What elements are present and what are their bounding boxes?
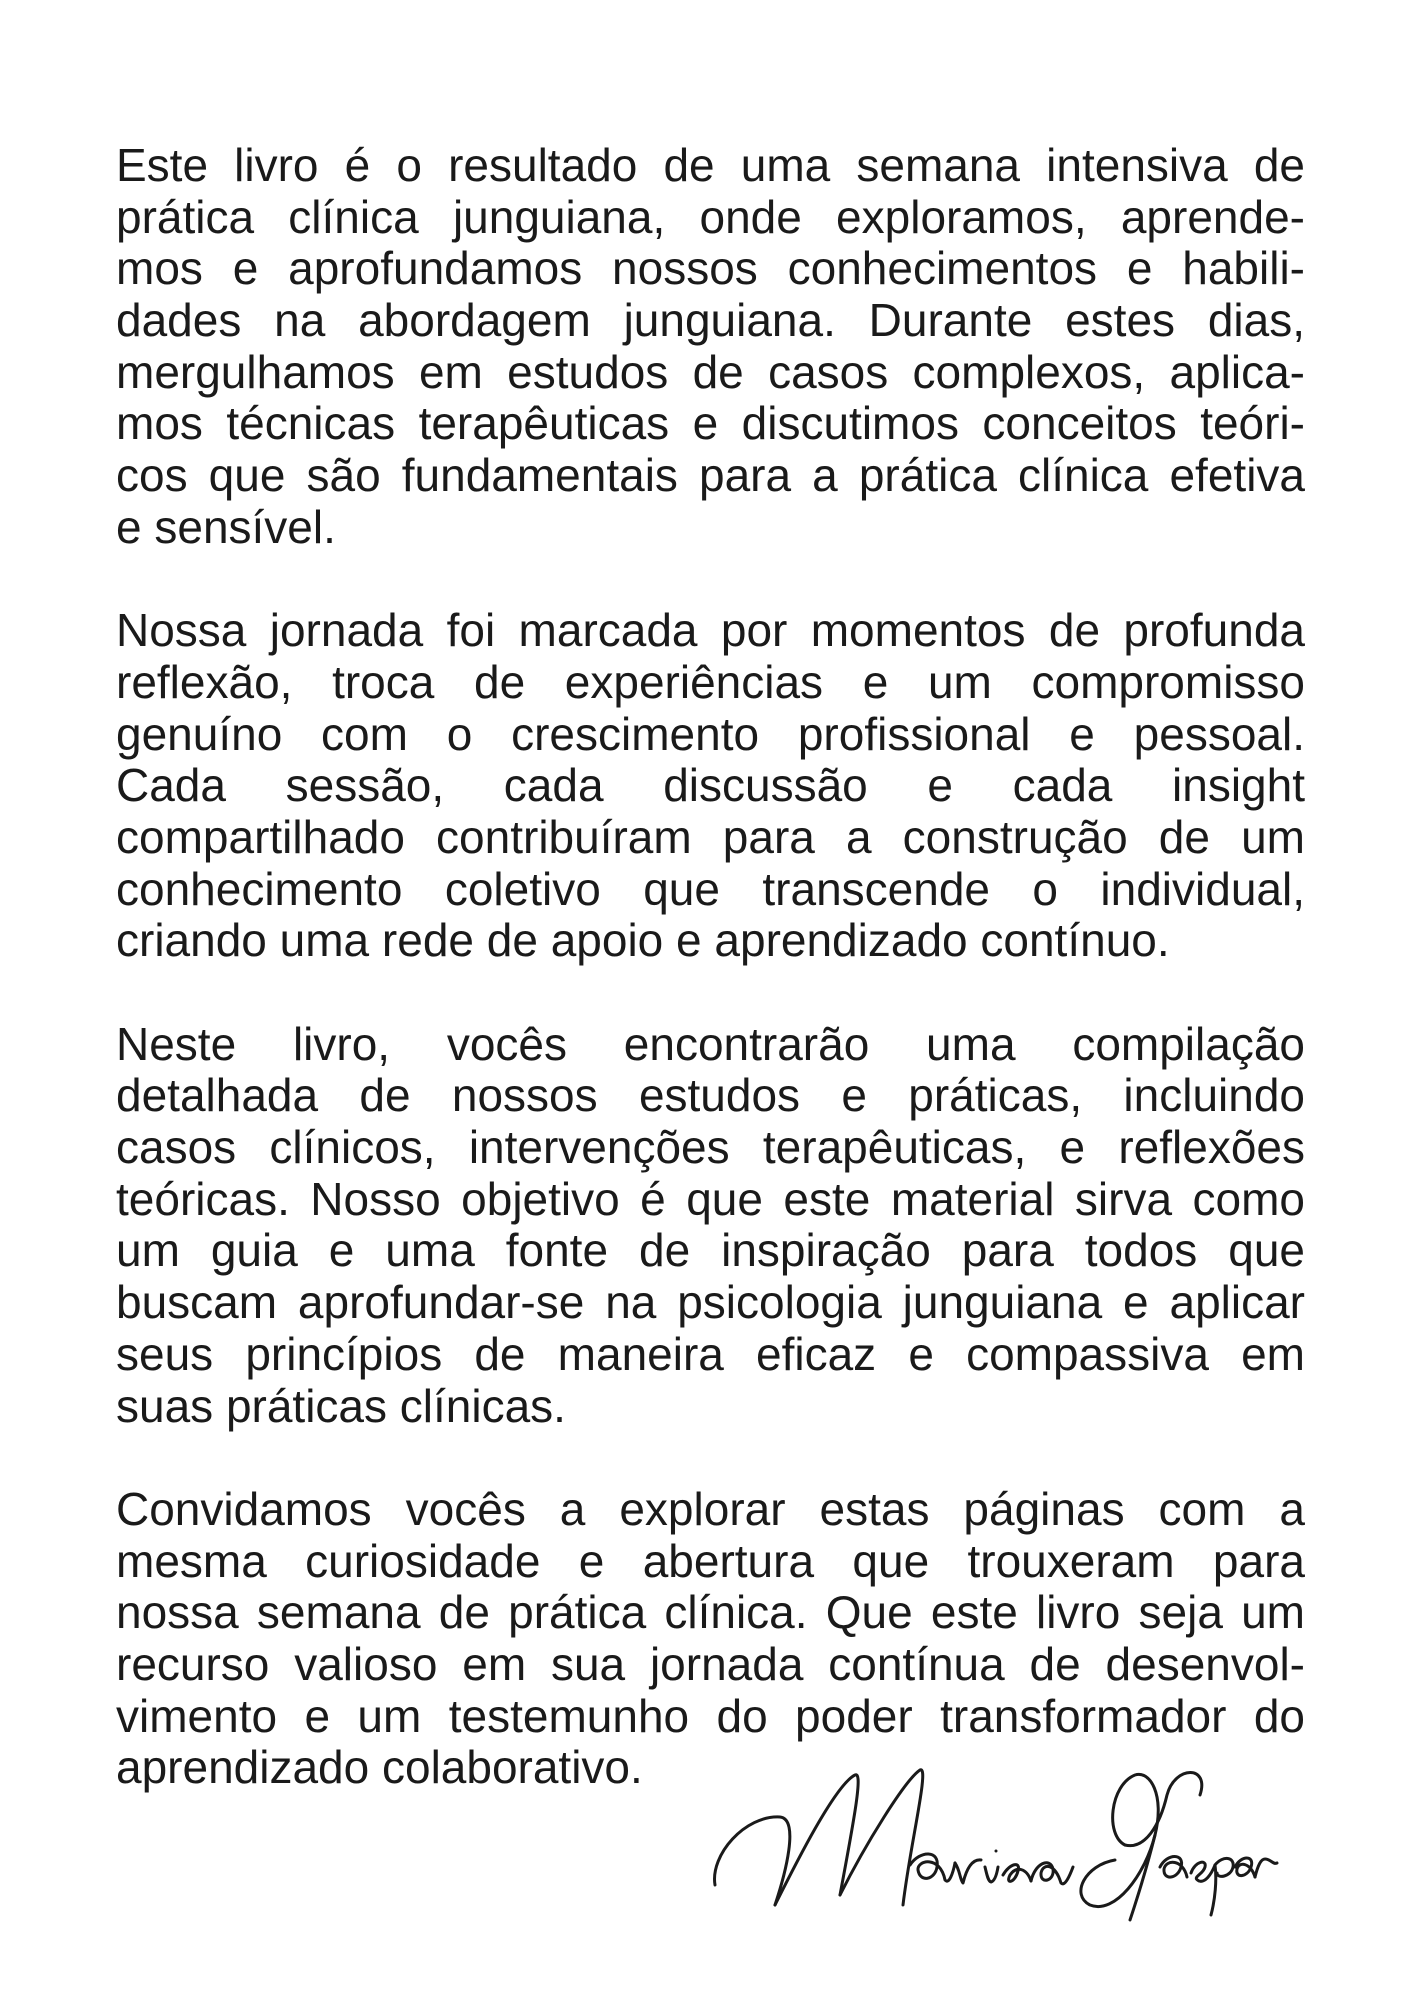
text-line: recurso valioso em sua jornada contínua de desenvol- [116, 1637, 1305, 1690]
text-line: compartilhado contribuíram para a construção de um [116, 810, 1305, 863]
text-line: Nossa jornada foi marcada por momentos de profunda [116, 604, 1305, 657]
text-line: um guia e uma fonte de inspiração para todos que [116, 1224, 1305, 1277]
signature-strokes [715, 1770, 1277, 1920]
text-line: Cada sessão, cada discussão e cada insight [116, 759, 1305, 812]
text-line: mesma curiosidade e abertura que trouxeram para [116, 1534, 1305, 1587]
paragraph [116, 1019, 1305, 1433]
text-line: reflexão, troca de experiências e um compromisso [116, 655, 1305, 708]
text-line: Neste livro, vocês encontrarão uma compilação [116, 1017, 1305, 1070]
text-line: mos e aprofundamos nossos conhecimentos e habili- [116, 242, 1305, 295]
paragraph [116, 140, 1305, 554]
text-line: casos clínicos, intervenções terapêuticas, e reflexões [116, 1121, 1305, 1174]
signature-image [705, 1755, 1280, 1920]
text-line: suas práticas clínicas. [116, 1379, 566, 1432]
text-line: detalhada de nossos estudos e práticas, incluindo [116, 1069, 1305, 1122]
body-text [116, 140, 1305, 1794]
text-line: nossa semana de prática clínica. Que este livro seja um [116, 1586, 1305, 1639]
text-line: vimento e um testemunho do poder transformador do [116, 1689, 1305, 1742]
text-line: Este livro é o resultado de uma semana intensiva de [116, 139, 1305, 191]
text-line: genuíno com o crescimento profissional e pessoal. [116, 707, 1305, 760]
paragraph [116, 605, 1305, 967]
text-line: conhecimento coletivo que transcende o individual, [116, 862, 1305, 915]
text-line: mos técnicas terapêuticas e discutimos conceitos teóri- [116, 397, 1305, 450]
text-line: prática clínica junguiana, onde exploramos, aprende- [116, 190, 1305, 243]
text-line: dades na abordagem junguiana. Durante estes dias, [116, 294, 1305, 347]
text-line: buscam aprofundar-se na psicologia junguiana e aplicar [116, 1276, 1305, 1329]
text-line: criando uma rede de apoio e aprendizado contínuo. [116, 914, 1170, 967]
text-line: seus princípios de maneira eficaz e compassiva em [116, 1327, 1305, 1380]
text-line: cos que são fundamentais para a prática clínica efetiva [116, 449, 1305, 502]
handwritten-signature [705, 1755, 1280, 1920]
text-line: e sensível. [116, 500, 336, 553]
paragraph [116, 1484, 1305, 1794]
text-line: teóricas. Nosso objetivo é que este material sirva como [116, 1172, 1305, 1225]
text-line: mergulhamos em estudos de casos complexos, aplica- [116, 345, 1305, 398]
text-line: aprendizado colaborativo. [116, 1741, 643, 1794]
text-line: Convidamos vocês a explorar estas páginas com a [116, 1482, 1305, 1535]
